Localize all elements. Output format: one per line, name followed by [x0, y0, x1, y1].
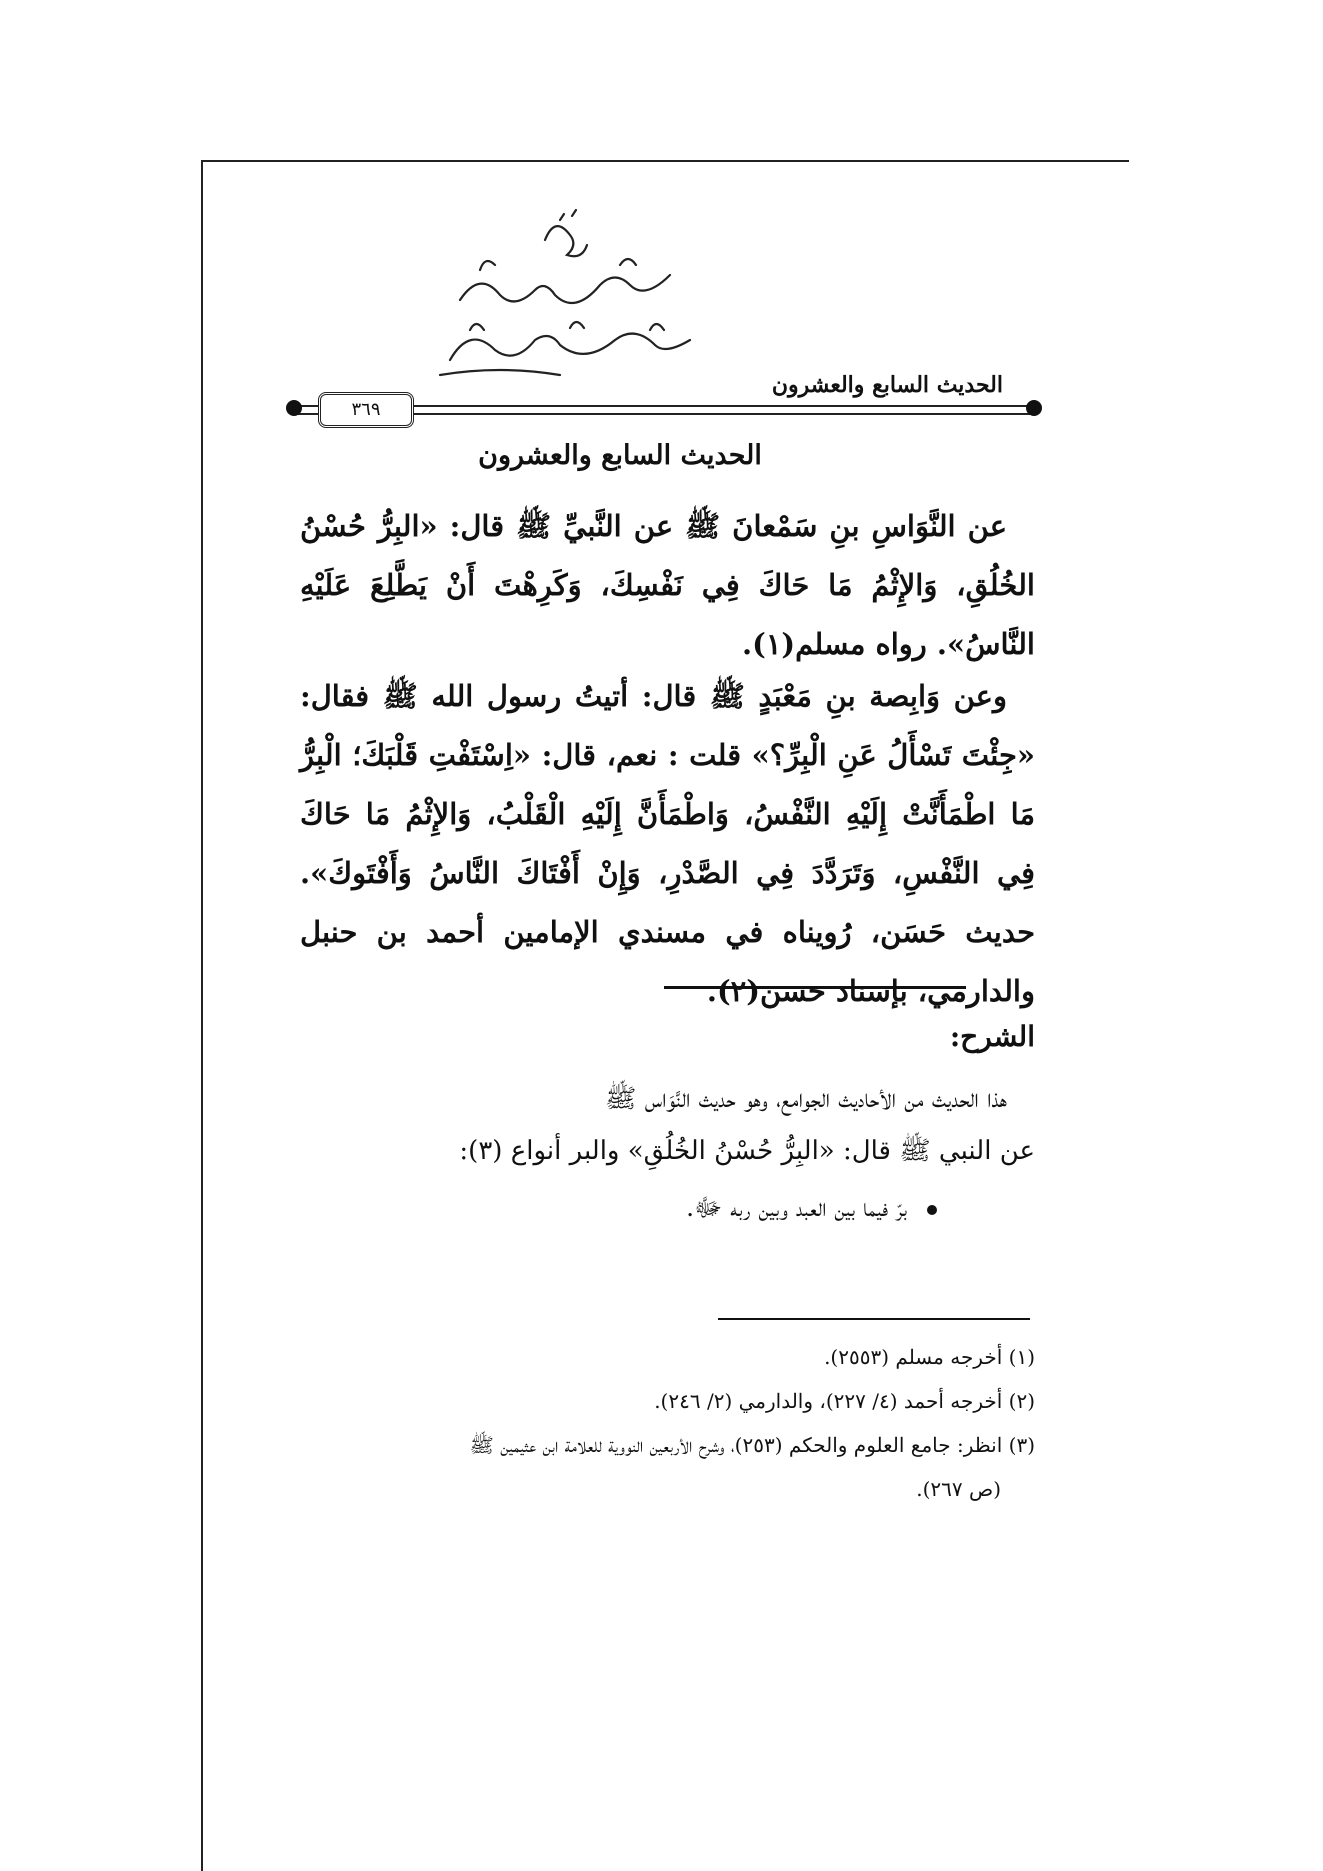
footnote-3-continuation: (ص ٢٦٧).: [916, 1477, 1001, 1501]
hadith-text-wabisa: [300, 667, 1035, 1021]
footnote-rule: [718, 1318, 1030, 1320]
page-frame-left: [201, 160, 203, 1871]
footnotes: [300, 1335, 1035, 1511]
footnote-3: (٣) انظر: جامع العلوم والحكم (٢٥٣)، وشرح الأربعين النووية للعلامة ابن عثيمين ﷺ: [469, 1433, 1035, 1457]
sharh-line-2: عن النبي ﷺ قال: «البِرُّ حُسْنُ الخُلُقِ» والبر أنواع (٣):: [459, 1136, 1035, 1166]
stamp-line-1: رُفِعَ: [568, 220, 570, 221]
bullet-item: [686, 1192, 937, 1229]
header-rule-dot-left: [286, 400, 302, 416]
paragraph-2: وعن وَابِصة بنِ مَعْبَدٍ ﷺ قال: أتيتُ رسول الله ﷺ فقال: «جِئْتَ تَسْأَلُ عَنِ الْبِرِّ؟» قلت : نعم، قال: «اِسْتَفْتِ قَلْبَكَ؛ الْبِرُّ مَا اطْمَأَنَّتْ إِلَيْهِ النَّفْسُ، وَاطْمَأَنَّ إِلَيْهِ الْقَلْبُ، وَالإِثْمُ مَا حَاكَ فِي النَّفْسِ، وَتَرَدَّدَ فِي الصَّدْرِ، وَإِنْ أَفْتَاكَ النَّاسُ وَأَفْتَوكَ». حديث حَسَن، رُويناه في مسندي الإمامين أحمد بن حنبل والدارمي، بإسناد حسن(٢).: [300, 679, 1035, 1008]
stamp-line-3: أسكنه الله الفردوس: [561, 360, 570, 361]
header-rule-dot-right: [1026, 400, 1042, 416]
hadith-text-nawwas: [300, 497, 1035, 674]
section-separator: [664, 986, 966, 989]
bullet-icon: [927, 1205, 937, 1215]
sharh-line-1: هذا الحديث من الأحاديث الجوامع، وهو حديث النَّوَاس ﷺ: [605, 1084, 1007, 1114]
sharh-text: [300, 1073, 1035, 1177]
page-frame-top: [201, 160, 1129, 162]
footnote-1: (١) أخرجه مسلم (٢٥٥٣).: [824, 1345, 1035, 1369]
page-number: ٣٦٩: [318, 392, 414, 428]
footnote-2: (٢) أخرجه أحمد (٤/ ٢٢٧)، والدارمي (٢/ ٢٤٦).: [654, 1389, 1035, 1413]
stamp-line-2: عبد الرحمن النجدي: [562, 300, 570, 301]
paragraph-1: عن النَّوَاسِ بنِ سَمْعانَ ﷺ عن النَّبيِّ ﷺ قال: «البِرُّ حُسْنُ الخُلُقِ، وَالإِثْمُ مَا حَاكَ فِي نَفْسِكَ، وَكَرِهْتَ أَنْ يَطَّلِعَ عَلَيْهِ النَّاسُ». رواه مسلم(١).: [300, 509, 1035, 661]
bullet-text: برّ فيما بين العبد وبين ربه ﷻ.: [686, 1193, 908, 1222]
sharh-heading: الشرح:: [949, 1020, 1035, 1053]
hadith-title: الحديث السابع والعشرون: [478, 440, 762, 471]
handwritten-stamp: [420, 200, 720, 390]
running-title: الحديث السابع والعشرون: [771, 372, 1003, 398]
